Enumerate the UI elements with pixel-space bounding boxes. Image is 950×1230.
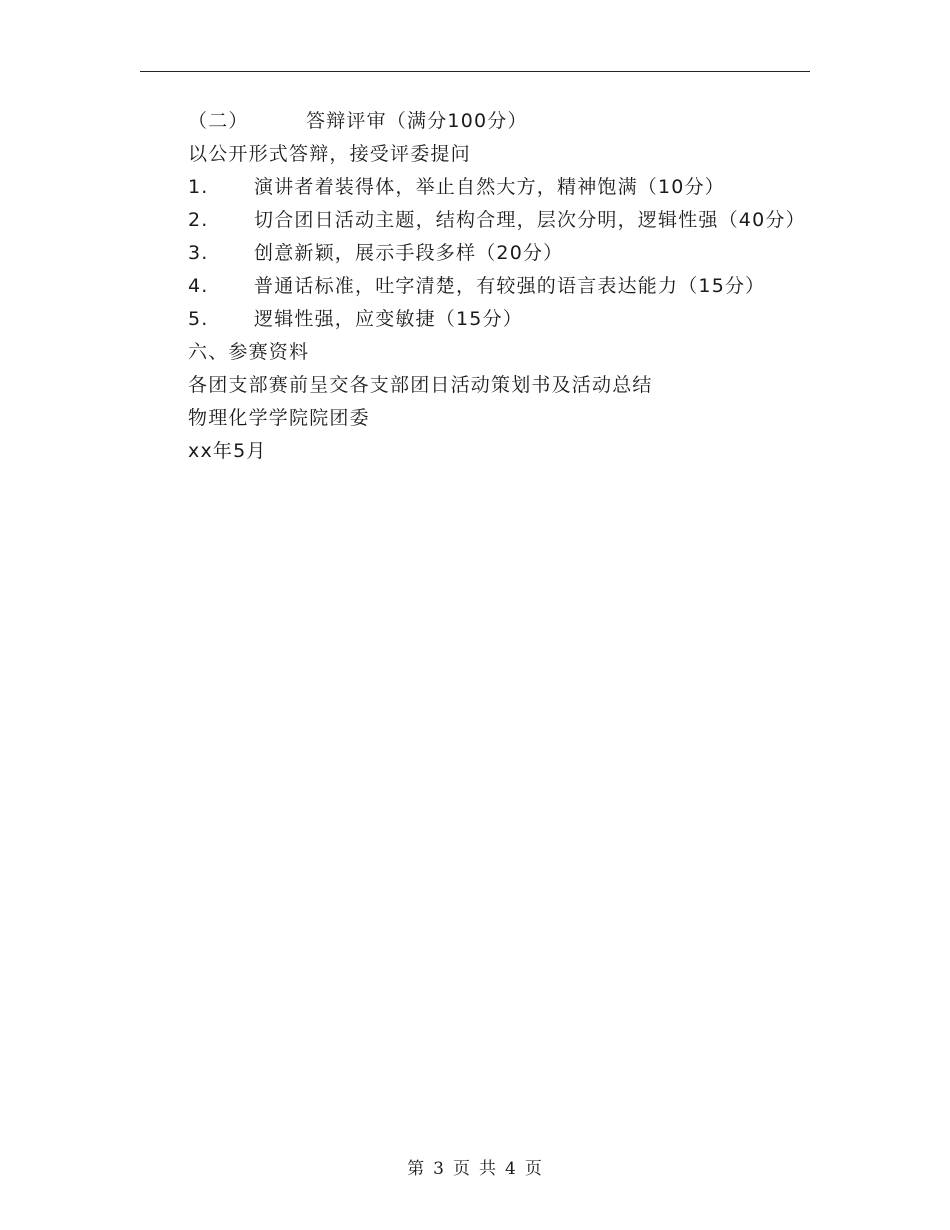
footer-di: 第 [407, 1159, 426, 1179]
criterion-number: 1. [188, 176, 209, 198]
criterion-item [140, 270, 810, 303]
section-six-heading: 六、参赛资料 [188, 341, 310, 363]
criterion-item [140, 171, 810, 204]
organizer-text: 物理化学学院院团委 [188, 407, 370, 429]
criterion-number: 5. [188, 308, 209, 330]
criterion-text: 创意新颖，展示手段多样（20分） [254, 242, 564, 264]
footer-total-pages: 4 [505, 1159, 517, 1179]
criterion-number: 3. [188, 242, 209, 264]
criterion-number: 2. [188, 209, 209, 231]
footer-ye-2: 页 [524, 1159, 543, 1179]
page-footer [0, 1154, 950, 1179]
section-heading [140, 105, 810, 138]
section-prefix: （二） [188, 110, 249, 132]
criterion-number: 4. [188, 275, 209, 297]
footer-page-number: 3 [433, 1159, 445, 1179]
criterion-text: 普通话标准，吐字清楚，有较强的语言表达能力（15分） [254, 275, 766, 297]
intro-text: 以公开形式答辩，接受评委提问 [188, 143, 471, 165]
materials-text: 各团支部赛前呈交各支部团日活动策划书及活动总结 [188, 374, 653, 396]
criterion-text: 逻辑性强，应变敏捷（15分） [254, 308, 523, 330]
criterion-item [140, 204, 810, 237]
document-body [140, 105, 810, 468]
section-title: 答辩评审（满分100分） [306, 110, 528, 132]
criterion-text: 切合团日活动主题，结构合理，层次分明，逻辑性强（40分） [254, 209, 806, 231]
criterion-item [140, 303, 810, 336]
footer-ye: 页 [453, 1159, 471, 1179]
date-text: xx年5月 [188, 440, 267, 462]
criterion-item [140, 237, 810, 270]
criterion-text: 演讲者着装得体，举止自然大方，精神饱满（10分） [254, 176, 725, 198]
footer-gong: 共 [479, 1159, 497, 1179]
header-rule [140, 71, 810, 72]
